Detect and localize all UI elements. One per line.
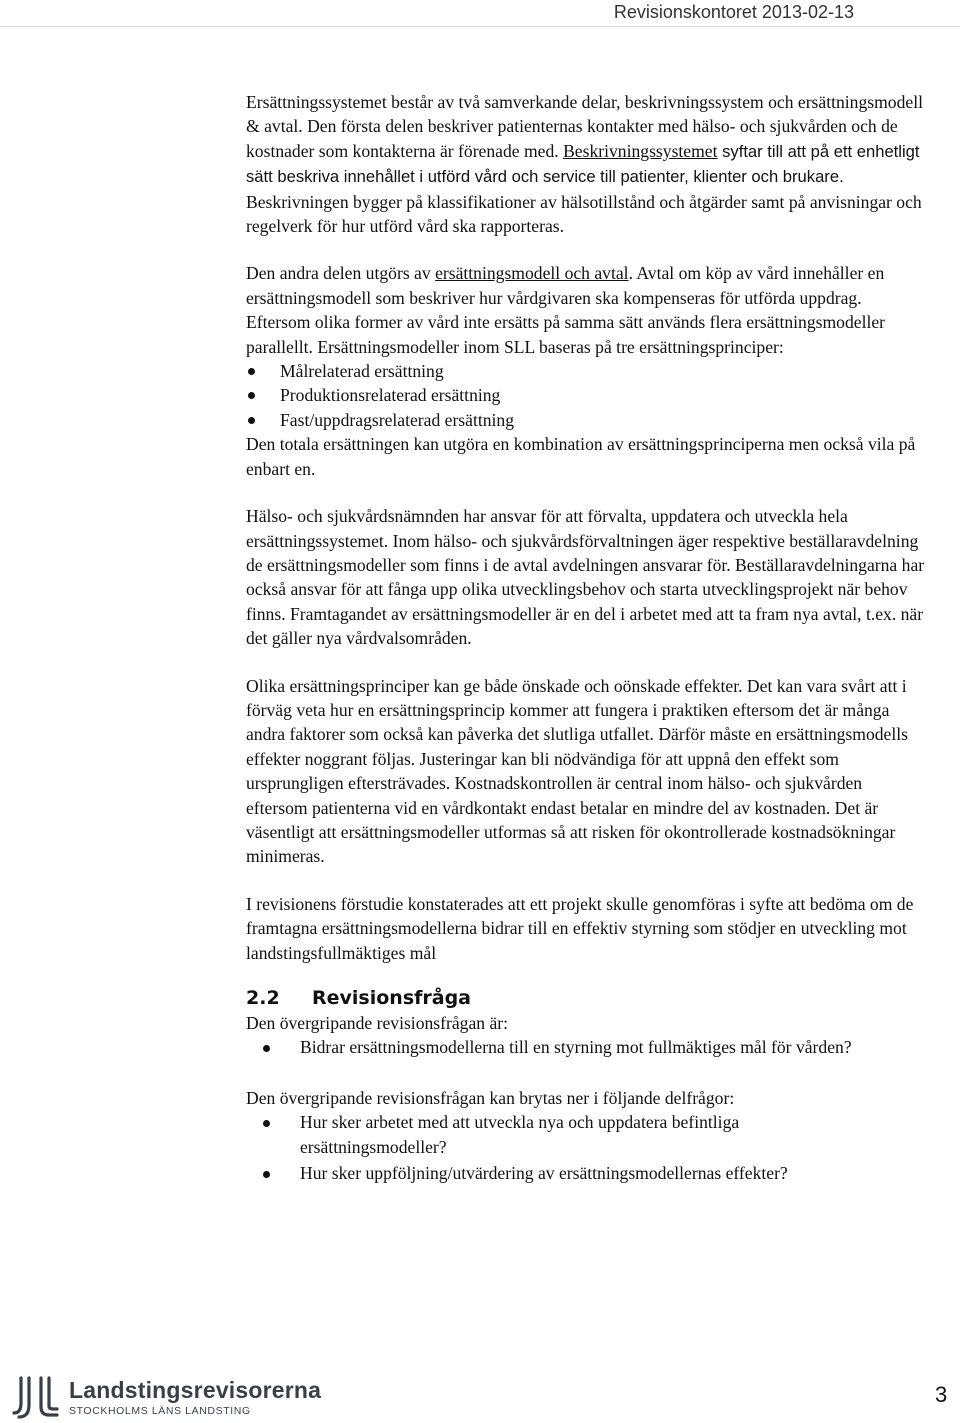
logo-subtitle: STOCKHOLMS LÄNS LANDSTING <box>69 1405 251 1417</box>
paragraph-system-overview <box>246 90 926 238</box>
paragraph-effects: Olika ersättningsprinciper kan ge både önskade och oönskade effekter. Det kan vara svårt att i förväg veta hur en ersättningsprincip kommer att fungera i praktiken eftersom det är många andra faktorer som också kan påverka det slutliga utfallet. Därför måste en ersättningsmodells effekter noggrant följas. Justeringar kan bli nödvändiga för att uppnå den effekt som ursprungligen eftersträvades. Kostnadskontrollen är central inom hälso- och sjukvården eftersom patienterna vid en vårdkontakt endast betalar en mindre del av kostnaden. Det är väsentligt att ersättningsmodeller utformas så att risken för okontrollerade kostnadsökningar minimeras. <box>246 675 908 867</box>
paragraph-prestudy: I revisionens förstudie konstaterades att ett projekt skulle genomföras i syfte att bedöma om de framtagna ersättningsmodellerna bidrar till en effektiv styrning som stödjer en utveckling mot landstingsfullmäktiges mål <box>246 893 914 963</box>
page-header <box>0 0 960 27</box>
paragraph-total-compensation: Den totala ersättningen kan utgöra en kombination av ersättningsprinciperna men också vila på enbart en. <box>246 434 916 479</box>
list-item: Fast/uppdragsrelaterad ersättning <box>246 408 926 432</box>
text-span: Den andra delen utgörs av <box>246 263 436 284</box>
header-text: Revisionskontoret 2013-02-13 <box>613 2 854 22</box>
paragraph-responsibility: Hälso- och sjukvårdsnämnden har ansvar för att förvalta, uppdatera och utveckla hela ersättningssystemet. Inom hälso- och sjukvårdsförvaltningen äger respektive beställaravdelning de ersättningsmodeller som finns i de avtal avdelningen ansvarar för. Beställaravdelningarna har också ansvar för att fånga upp olika utvecklingsbehov och starta utvecklingsprojekt när behov finns. Framtagandet av ersättningsmodeller är en del i arbetet med att ta fram nya avtal, t.ex. när det gäller nya vårdvalsområden. <box>246 506 925 649</box>
link-beskrivningssystemet[interactable]: Beskrivningssystemet <box>563 140 718 161</box>
list-item: Målrelaterad ersättning <box>246 359 926 383</box>
link-ersattningsmodell[interactable]: ersättningsmodell och avtal <box>435 263 629 284</box>
subquestion-intro: Den övergripande revisionsfrågan kan brytas ner i följande delfrågor: <box>246 1087 735 1108</box>
subquestion-list <box>246 1110 926 1185</box>
list-item: Hur sker uppföljning/utvärdering av ersättningsmodellernas effekter? <box>246 1161 926 1185</box>
logo-title: Landstingsrevisorerna <box>69 1377 322 1403</box>
text-span: . Avtal om köp av vård innehåller en ersättningsmodell som beskriver hur vårdgivaren ska kompenseras för utförda uppdrag. Eftersom olika former av vård inte ersätts på samma sätt används flera ersättningsmodeller parallellt. Ersättningsmodeller inom SLL baseras på tre ersättningsprinciper: <box>246 263 886 357</box>
paragraph-compensation-model <box>246 261 926 359</box>
text-span: Ersättningssystemet består av två samverkande delar, beskrivningssystem och ersättningsmodell & avtal. Den första delen beskriver patienternas kontakter med hälso- och sjukvården och de kostnader som kontakterna är förenade med. <box>246 92 923 161</box>
section-number: 2.2 <box>246 987 280 1009</box>
text-span: syftar till att på ett enhetligt sätt beskriva innehållet i utförd vård och service till patienter, klienter och brukare. <box>246 141 920 187</box>
page-number: 3 <box>935 1382 948 1407</box>
landstingsrevisorerna-logo-icon <box>11 1375 59 1419</box>
main-question-list <box>246 1035 926 1059</box>
text-span: Beskrivningen bygger på klassifikationer av hälsotillstånd och åtgärder samt på anvisningar och regelverk för hur utförd vård ska rapporteras. <box>246 191 922 237</box>
footer-logo <box>11 1375 351 1419</box>
section-heading <box>246 985 926 1011</box>
section-title: Revisionsfråga <box>312 987 472 1009</box>
document-body <box>246 90 926 1185</box>
principles-list <box>246 359 926 432</box>
question-intro: Den övergripande revisionsfrågan är: <box>246 1013 509 1033</box>
list-item: Hur sker arbetet med att utveckla nya och uppdatera befintliga ersättningsmodeller? <box>246 1110 926 1159</box>
list-item: Produktionsrelaterad ersättning <box>246 383 926 407</box>
list-item: Bidrar ersättningsmodellerna till en styrning mot fullmäktiges mål för vården? <box>246 1035 926 1059</box>
